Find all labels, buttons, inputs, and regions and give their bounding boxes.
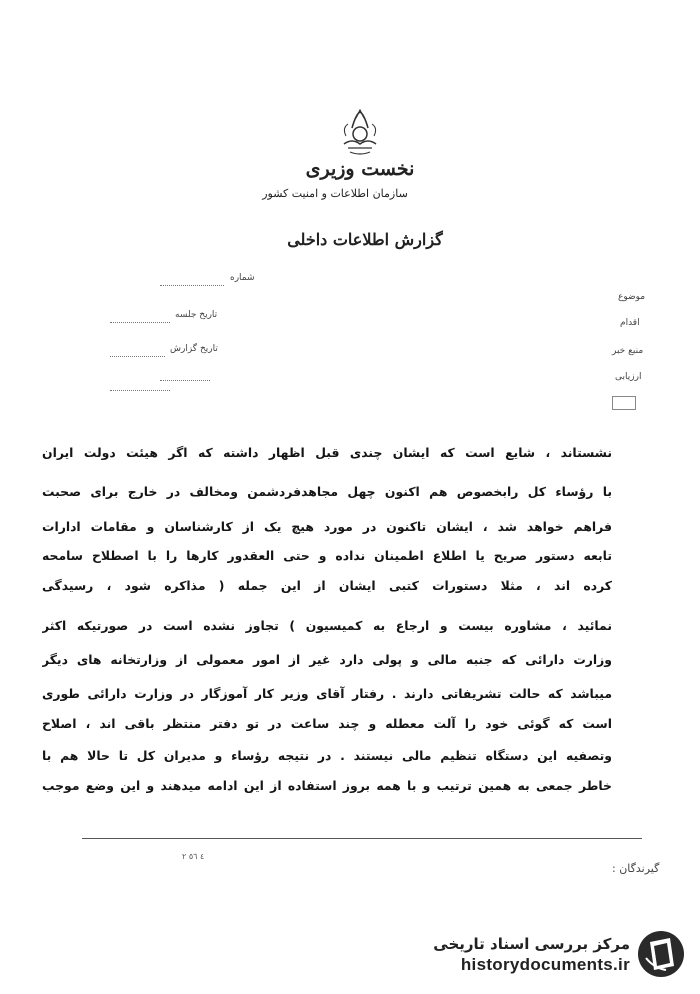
subject-field-label: موضوع	[618, 292, 646, 302]
body-text-line: وتصفیه این دستگاه تنظیم مالی نیستند . در نتیجه رؤساء و مدیران کل تا حالا هم با	[42, 748, 612, 763]
footer-rule	[82, 838, 642, 839]
office-title: نخست وزیری	[305, 158, 415, 180]
classification-box	[612, 396, 636, 410]
source-field-label: منبع خبر	[612, 346, 644, 356]
body-text-line: وزارت دارائی که جنبه مالی و پولی دارد غیر از امور معمولی از وزارتخانه های دیگر	[42, 652, 612, 667]
distribution-label: گیرندگان :	[612, 862, 660, 875]
report-date-field-line	[110, 356, 165, 357]
misc-field-line-2	[110, 390, 170, 391]
body-text-line: نشستاند ، شایع است که ایشان چندی قبل اظهار داشته که اگر هیئت دولت ایران	[42, 445, 612, 460]
footer-small-note: ٤ ٥٦ ٢	[182, 852, 205, 861]
office-subtitle: سازمان اطلاعات و امنیت کشور	[262, 187, 408, 200]
body-text-line: است که گوئی خود را آلت معطله و چند ساعت در تو دفتر منتظر باقی اند ، اصلاح	[42, 716, 612, 731]
number-field-line	[160, 285, 224, 286]
body-text-line: خاطر جمعی به همین ترتیب و با همه بروز استفاده از این ادامه میدهند و این وضع موجب	[42, 778, 612, 793]
date-field-label: تاریخ جلسه	[175, 310, 218, 320]
watermark-name: مرکز بررسی اسناد تاریخی	[433, 935, 630, 953]
watermark-url: historydocuments.ir	[460, 955, 630, 974]
archive-logo-icon	[636, 928, 686, 980]
action-field-label: اقدام	[620, 318, 640, 328]
body-text-line: با رؤساء کل رابخصوص هم اکنون چهل مجاهدفردشمن ومخالف در خارج برای صحبت	[42, 484, 612, 499]
number-field-label: شماره	[230, 273, 255, 283]
body-text-line: نمائید ، مشاوره بیست و ارجاع به کمیسیون ) تجاوز نشده است در صورتیکه اکثر	[42, 618, 612, 633]
lion-and-sun-emblem-icon	[330, 108, 390, 160]
body-text-line: تابعه دستور صریح یا اطلاع اطمینان نداده و حتی العقدور کارها را با اصطلاح سامحه	[42, 548, 612, 563]
body-text-line: میباشد که حالت تشریفاتی دارند . رفتار آقای وزیر کار آموزگار در وزارت دارائی طوری	[42, 686, 612, 701]
report-date-field-label: تاریخ گزارش	[170, 344, 218, 354]
body-text-line: کرده اند ، مثلا دستورات کتبی ایشان از این جمله ( مذاکره شود ، رسیدگی	[42, 578, 612, 593]
misc-field-line	[160, 380, 210, 381]
body-text-line: فراهم خواهد شد ، ایشان تاکنون در مورد هیچ یک از کارشناسان و مقامات ادارات	[42, 519, 612, 534]
date-field-line	[110, 322, 170, 323]
evaluation-field-label: ارزیابی	[615, 372, 642, 382]
report-title: گزارش اطلاعات داخلی	[287, 230, 443, 249]
